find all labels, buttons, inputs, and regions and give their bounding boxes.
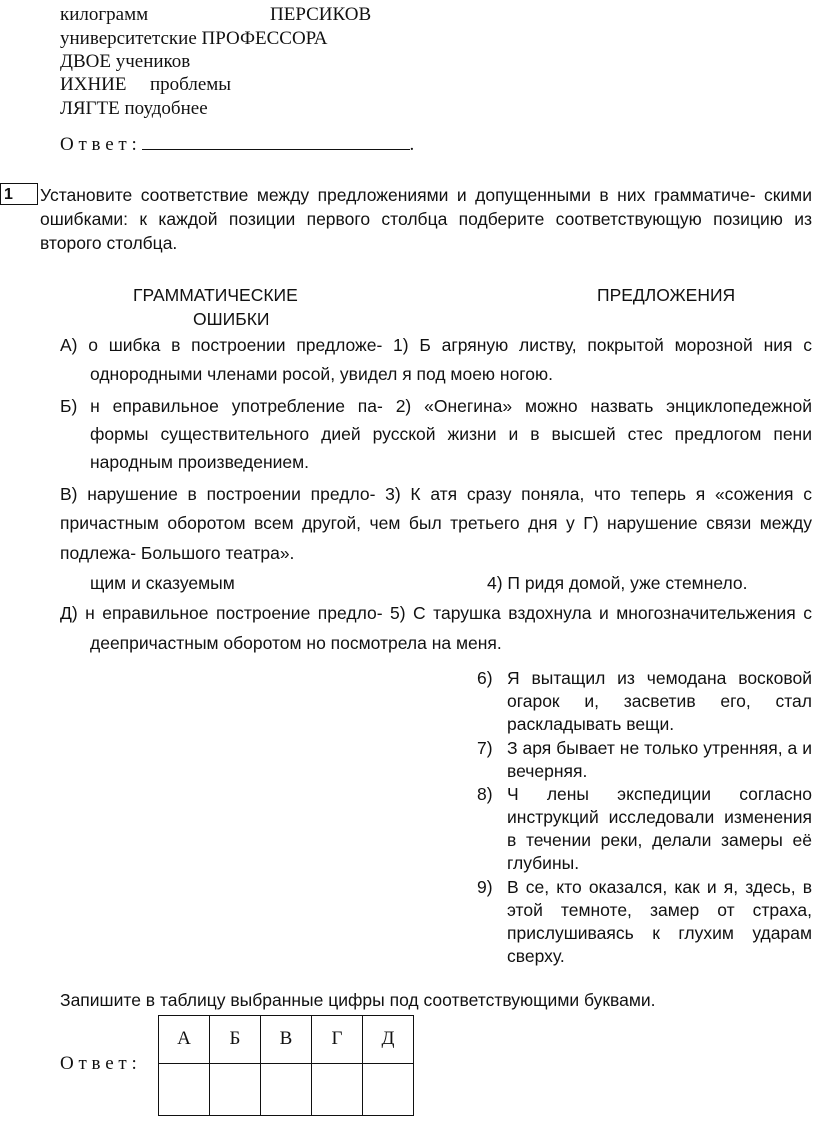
answer-table-header: В [261, 1016, 312, 1064]
word-list-item: ЛЯГТЕ поудобнее [60, 98, 208, 119]
header-right: ПРЕДЛОЖЕНИЯ [597, 285, 736, 305]
row-b-line2: формы существительного дией русской жизни и в высшей стес предлогом пени [90, 424, 812, 444]
answer-cell[interactable] [312, 1064, 363, 1116]
option-item [477, 667, 812, 736]
answer-table [158, 1015, 414, 1116]
answer-label: О т в е т : [60, 1053, 137, 1074]
word-list-item: ДВОЕ учеников [60, 51, 191, 72]
option-text: В се, кто оказался, как и я, здесь, в этой темноте, замер от страха, прислушиваясь к глухим ударам сверху. [507, 877, 812, 966]
row-v-line1: В) нарушение в построении предло- 3) К атя сразу поняла, что теперь я «сожения с [60, 484, 812, 504]
answer-table-header: Г [312, 1016, 363, 1064]
row-v-line3: подлежа- Большого театра». [60, 543, 295, 563]
option-number: 9) [477, 877, 493, 897]
row-a-line2: однородными членами росой, увидел я под моею ногою. [90, 364, 554, 384]
row-d-line1: Д) н еправильное построение предло- 5) С тарушка вздохнула и многозначительжения с [60, 603, 812, 623]
row-b-line3: народным произведением. [90, 452, 310, 472]
word-list-item: университетские ПРОФЕССОРА [60, 28, 328, 49]
option-item [477, 783, 812, 875]
option-number: 8) [477, 784, 493, 804]
header-left-second: ОШИБКИ [193, 309, 270, 329]
option-number: 7) [477, 738, 493, 758]
answer-cell[interactable] [261, 1064, 312, 1116]
answer-field[interactable] [142, 131, 410, 150]
row-b-line1: Б) н еправильное употребление па- 2) «Онегина» можно назвать энциклопедежной [60, 396, 812, 416]
row-a-line1: А) о шибка в построении предложе- 1) Б агряную листву, покрытой морозной ния с [60, 335, 812, 355]
answer-end: . [409, 134, 415, 155]
option-text: З аря бывает не только утренняя, а и вечерняя. [507, 738, 812, 781]
answer-table-header: Б [210, 1016, 261, 1064]
row-d-line2: деепричастным оборотом но посмотрела на меня. [90, 633, 502, 653]
answer-cell[interactable] [210, 1064, 261, 1116]
option-number: 6) [477, 668, 493, 688]
option-4: 4) П ридя домой, уже стемнело. [487, 573, 748, 593]
answer-cell[interactable] [159, 1064, 210, 1116]
row-v-line2: причастным оборотом всем другой, чем был третьего дня у Г) нарушение связи между [60, 513, 812, 533]
answer-cell[interactable] [363, 1064, 414, 1116]
task-instruction: Установите соответствие между предложениями и допущенными в них грамматиче- скими ошибками: к каждой позиции первого столбца подберите соответствующую позицию из второго столбца. [40, 185, 812, 253]
task-number: 1 [0, 183, 38, 205]
option-item [477, 876, 812, 968]
header-left: ГРАММАТИЧЕСКИЕ [133, 285, 298, 305]
option-text: Я вытащил из чемодана восковой огарок и, засветив его, стал раскладывать вещи. [507, 668, 812, 734]
word-list-item: проблемы [150, 74, 232, 95]
word-list-item: ПЕРСИКОВ [270, 4, 372, 25]
answer-table-header: А [159, 1016, 210, 1064]
answer-row [60, 131, 414, 157]
option-item [477, 737, 812, 783]
write-instruction: Запишите в таблицу выбранные цифры под соответствующими буквами. [60, 990, 656, 1010]
answer-table-header: Д [363, 1016, 414, 1064]
word-list-item: килограмм [60, 4, 149, 25]
row-g-line1: щим и сказуемым [90, 573, 235, 593]
option-text: Ч лены экспедиции согласно инструкций исследовали изменения в течении реки, делали замеры её глубины. [507, 784, 812, 873]
word-list-item: ИХНИЕ [60, 74, 127, 95]
answer-label: О т в е т : [60, 134, 137, 155]
